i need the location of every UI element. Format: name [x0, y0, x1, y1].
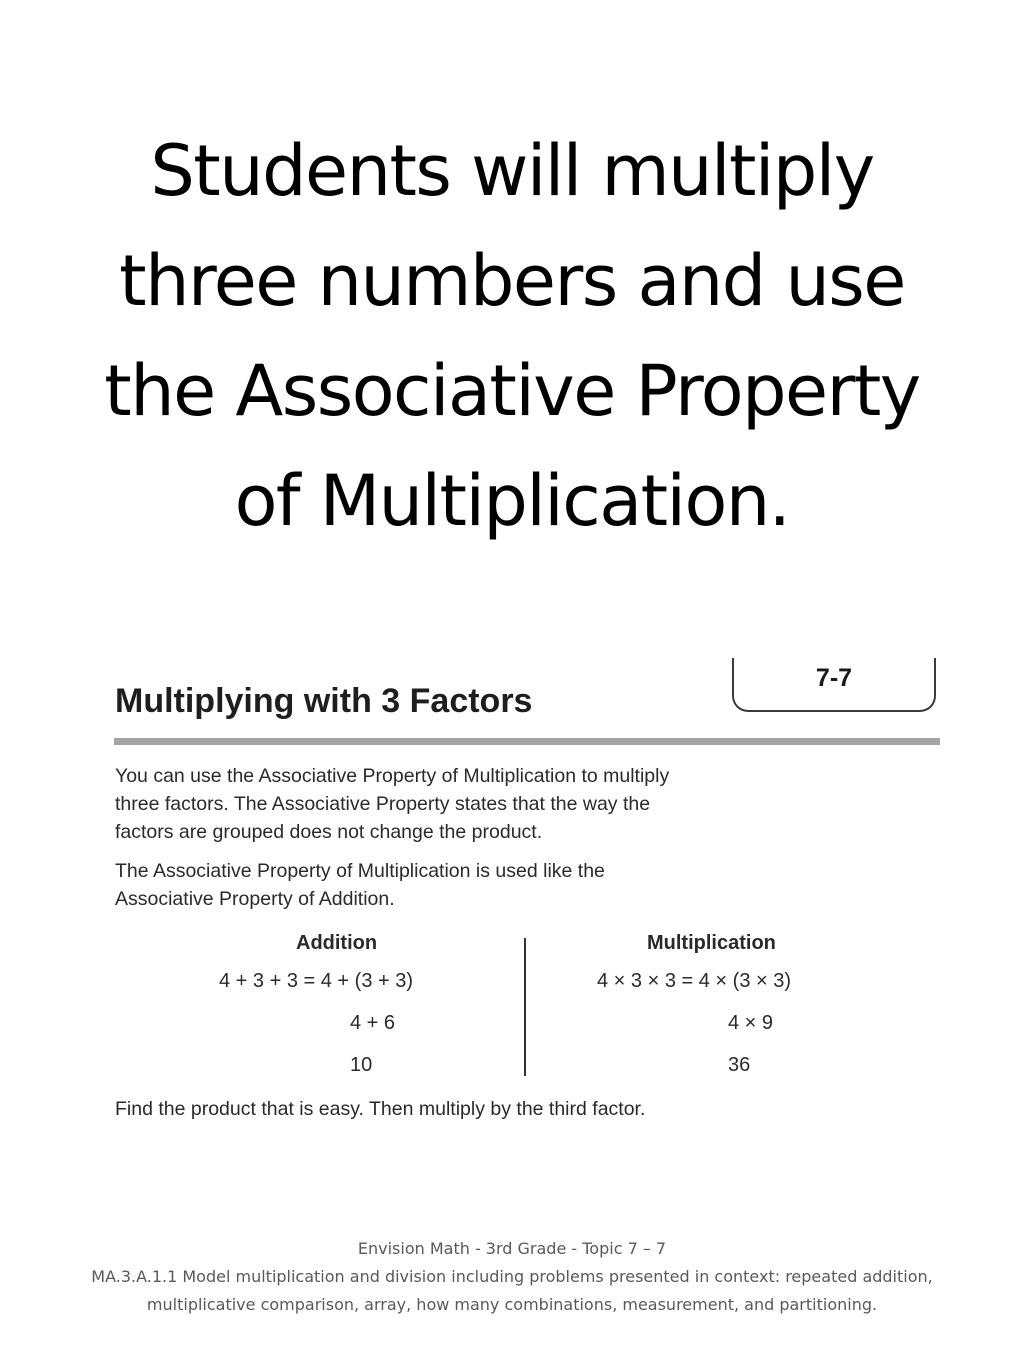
footer-standard-cont: multiplicative comparison, array, how many combinations, measurement, and partitioning.	[146, 1295, 878, 1314]
multiplication-step: 36	[728, 1054, 751, 1076]
heading-divider	[114, 738, 940, 745]
workbook-heading: Multiplying with 3 Factors	[115, 682, 533, 720]
title-line: the Associative Property	[104, 350, 920, 432]
intro-paragraph	[115, 762, 669, 846]
multiplication-heading: Multiplication	[647, 932, 776, 954]
footer-standard: MA.3.A.1.1 Model multiplication and division including problems presented in context: repeated addition,	[91, 1267, 933, 1286]
paragraph-line: You can use the Associative Property of Multiplication to multiply	[115, 765, 670, 787]
paragraph-line: Associative Property of Addition.	[115, 888, 395, 910]
lesson-number-tab	[732, 658, 936, 712]
addition-step: 4 + 6	[350, 1012, 396, 1034]
title-line: three numbers and use	[119, 240, 905, 322]
workbook-excerpt	[110, 658, 944, 1128]
column-divider	[524, 938, 526, 1076]
closing-instruction: Find the product that is easy. Then multiply by the third factor.	[115, 1098, 646, 1120]
comparison-paragraph	[115, 857, 605, 913]
multiplication-step: 4 × 3 × 3 = 4 × (3 × 3)	[597, 970, 792, 992]
paragraph-line: The Associative Property of Multiplication is used like the	[115, 860, 605, 882]
addition-step: 10	[350, 1054, 373, 1076]
slide-title	[20, 116, 1004, 556]
paragraph-line: factors are grouped does not change the product.	[115, 821, 543, 843]
multiplication-step: 4 × 9	[728, 1012, 774, 1034]
lesson-number: 7-7	[815, 664, 853, 692]
addition-step: 4 + 3 + 3 = 4 + (3 + 3)	[219, 970, 414, 992]
title-line: of Multiplication.	[234, 460, 790, 542]
title-line: Students will multiply	[150, 130, 874, 212]
slide-footer	[0, 1235, 1024, 1319]
paragraph-line: three factors. The Associative Property states that the way the	[115, 793, 651, 815]
footer-source: Envision Math - 3rd Grade - Topic 7 – 7	[357, 1239, 667, 1258]
addition-heading: Addition	[296, 932, 378, 954]
